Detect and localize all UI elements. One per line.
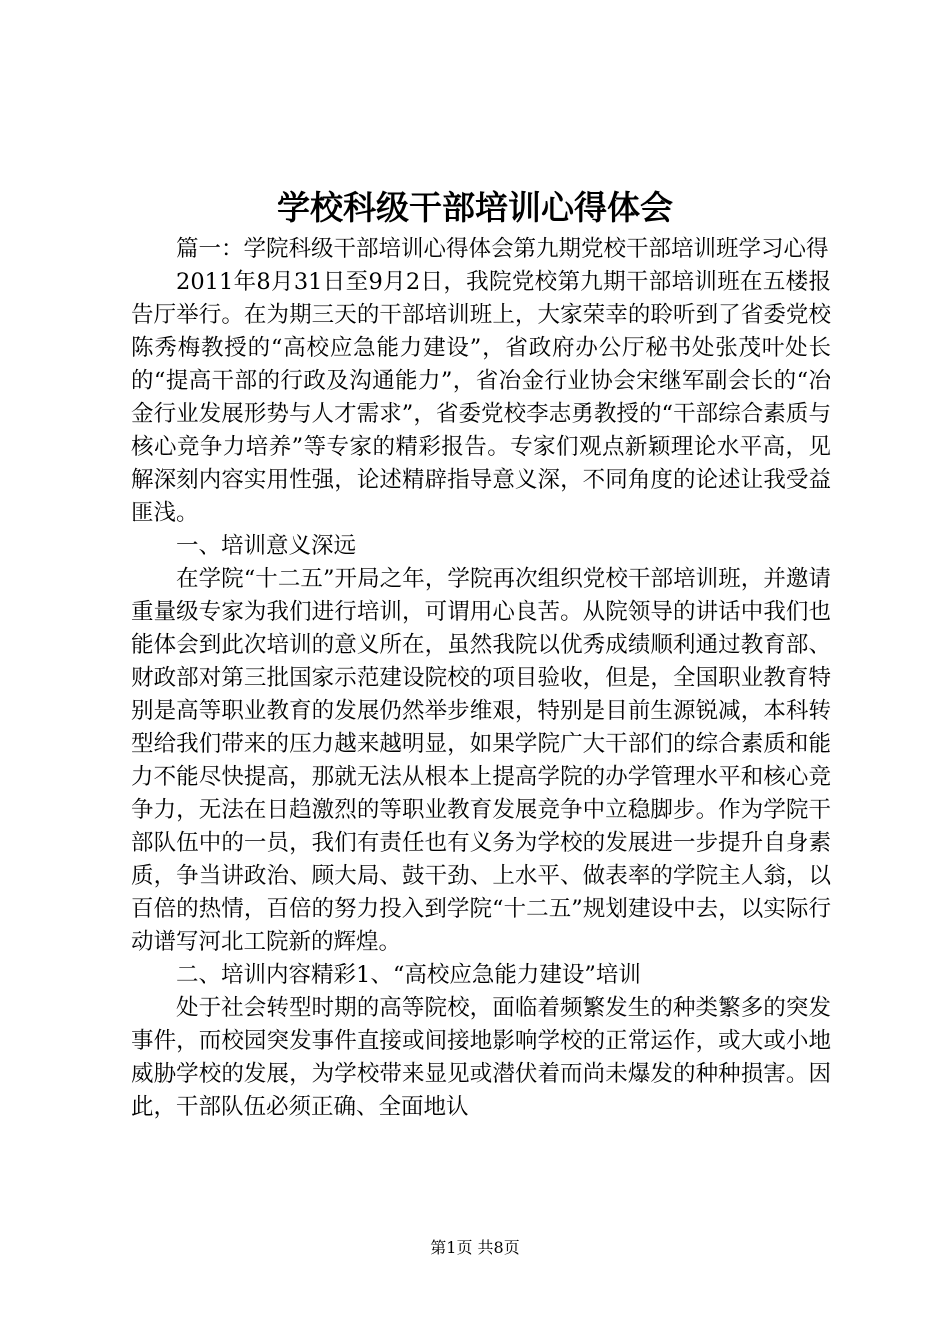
page-number-footer: 第1页 共8页	[430, 1238, 520, 1257]
paragraph-heading-one: 一、培训意义深远	[176, 533, 357, 559]
paragraph-heading-two: 二、培训内容精彩1、“高校应急能力建设”培训	[176, 962, 641, 988]
paragraph-section-heading: 篇一：学院科级干部培训心得体会第九期党校干部培训班学习心得	[176, 236, 829, 262]
paragraph-intro: 2011年8月31日至9月2日，我院党校第九期干部培训班在五楼报告厅举行。在为期三天的干部培训班上，大家荣幸的聆听到了省委党校陈秀梅教授的“高校应急能力建设”，省政府办公厅秘书处张茂叶处长的“提高干部的行政及沟通能力”，省冶金行业协会宋继军副会长的“冶金行业发展形势与人才需求”，省委党校李志勇教授的“干部综合素质与核心竞争力培养”等专家的精彩报告。专家们观点新颖理论水平高，见解深刻内容实用性强，论述精辟指导意义深，不同角度的论述让我受益匪浅。	[131, 269, 831, 526]
paragraph-significance: 在学院“十二五”开局之年，学院再次组织党校干部培训班，并邀请重量级专家为我们进行培训，可谓用心良苦。从院领导的讲话中我们也能体会到此次培训的意义所在，虽然我院以优秀成绩顺利通过教育部、财政部对第三批国家示范建设院校的项目验收，但是，全国职业教育特别是高等职业教育的发展仍然举步维艰，特别是目前生源锐减，本科转型给我们带来的压力越来越明显，如果学院广大干部们的综合素质和能力不能尽快提高，那就无法从根本上提高学院的办学管理水平和核心竞争力，无法在日趋激烈的等职业教育发展竞争中立稳脚步。作为学院干部队伍中的一员，我们有责任也有义务为学校的发展进一步提升自身素质，争当讲政治、顾大局、鼓干劲、上水平、做表率的学院主人翁，以百倍的热情，百倍的努力投入到学院“十二五”规划建设中去，以实际行动谱写河北工院新的辉煌。	[131, 566, 831, 955]
document-title: 学校科级干部培训心得体会	[277, 188, 673, 227]
paragraph-emergency: 处于社会转型时期的高等院校，面临着频繁发生的种类繁多的突发事件，而校园突发事件直接或间接地影响学校的正常运作，或大或小地威胁学校的发展，为学校带来显见或潜伏着而尚未爆发的种种损害。因此，干部队伍必须正确、全面地认	[131, 995, 831, 1120]
document-body	[131, 233, 831, 1124]
